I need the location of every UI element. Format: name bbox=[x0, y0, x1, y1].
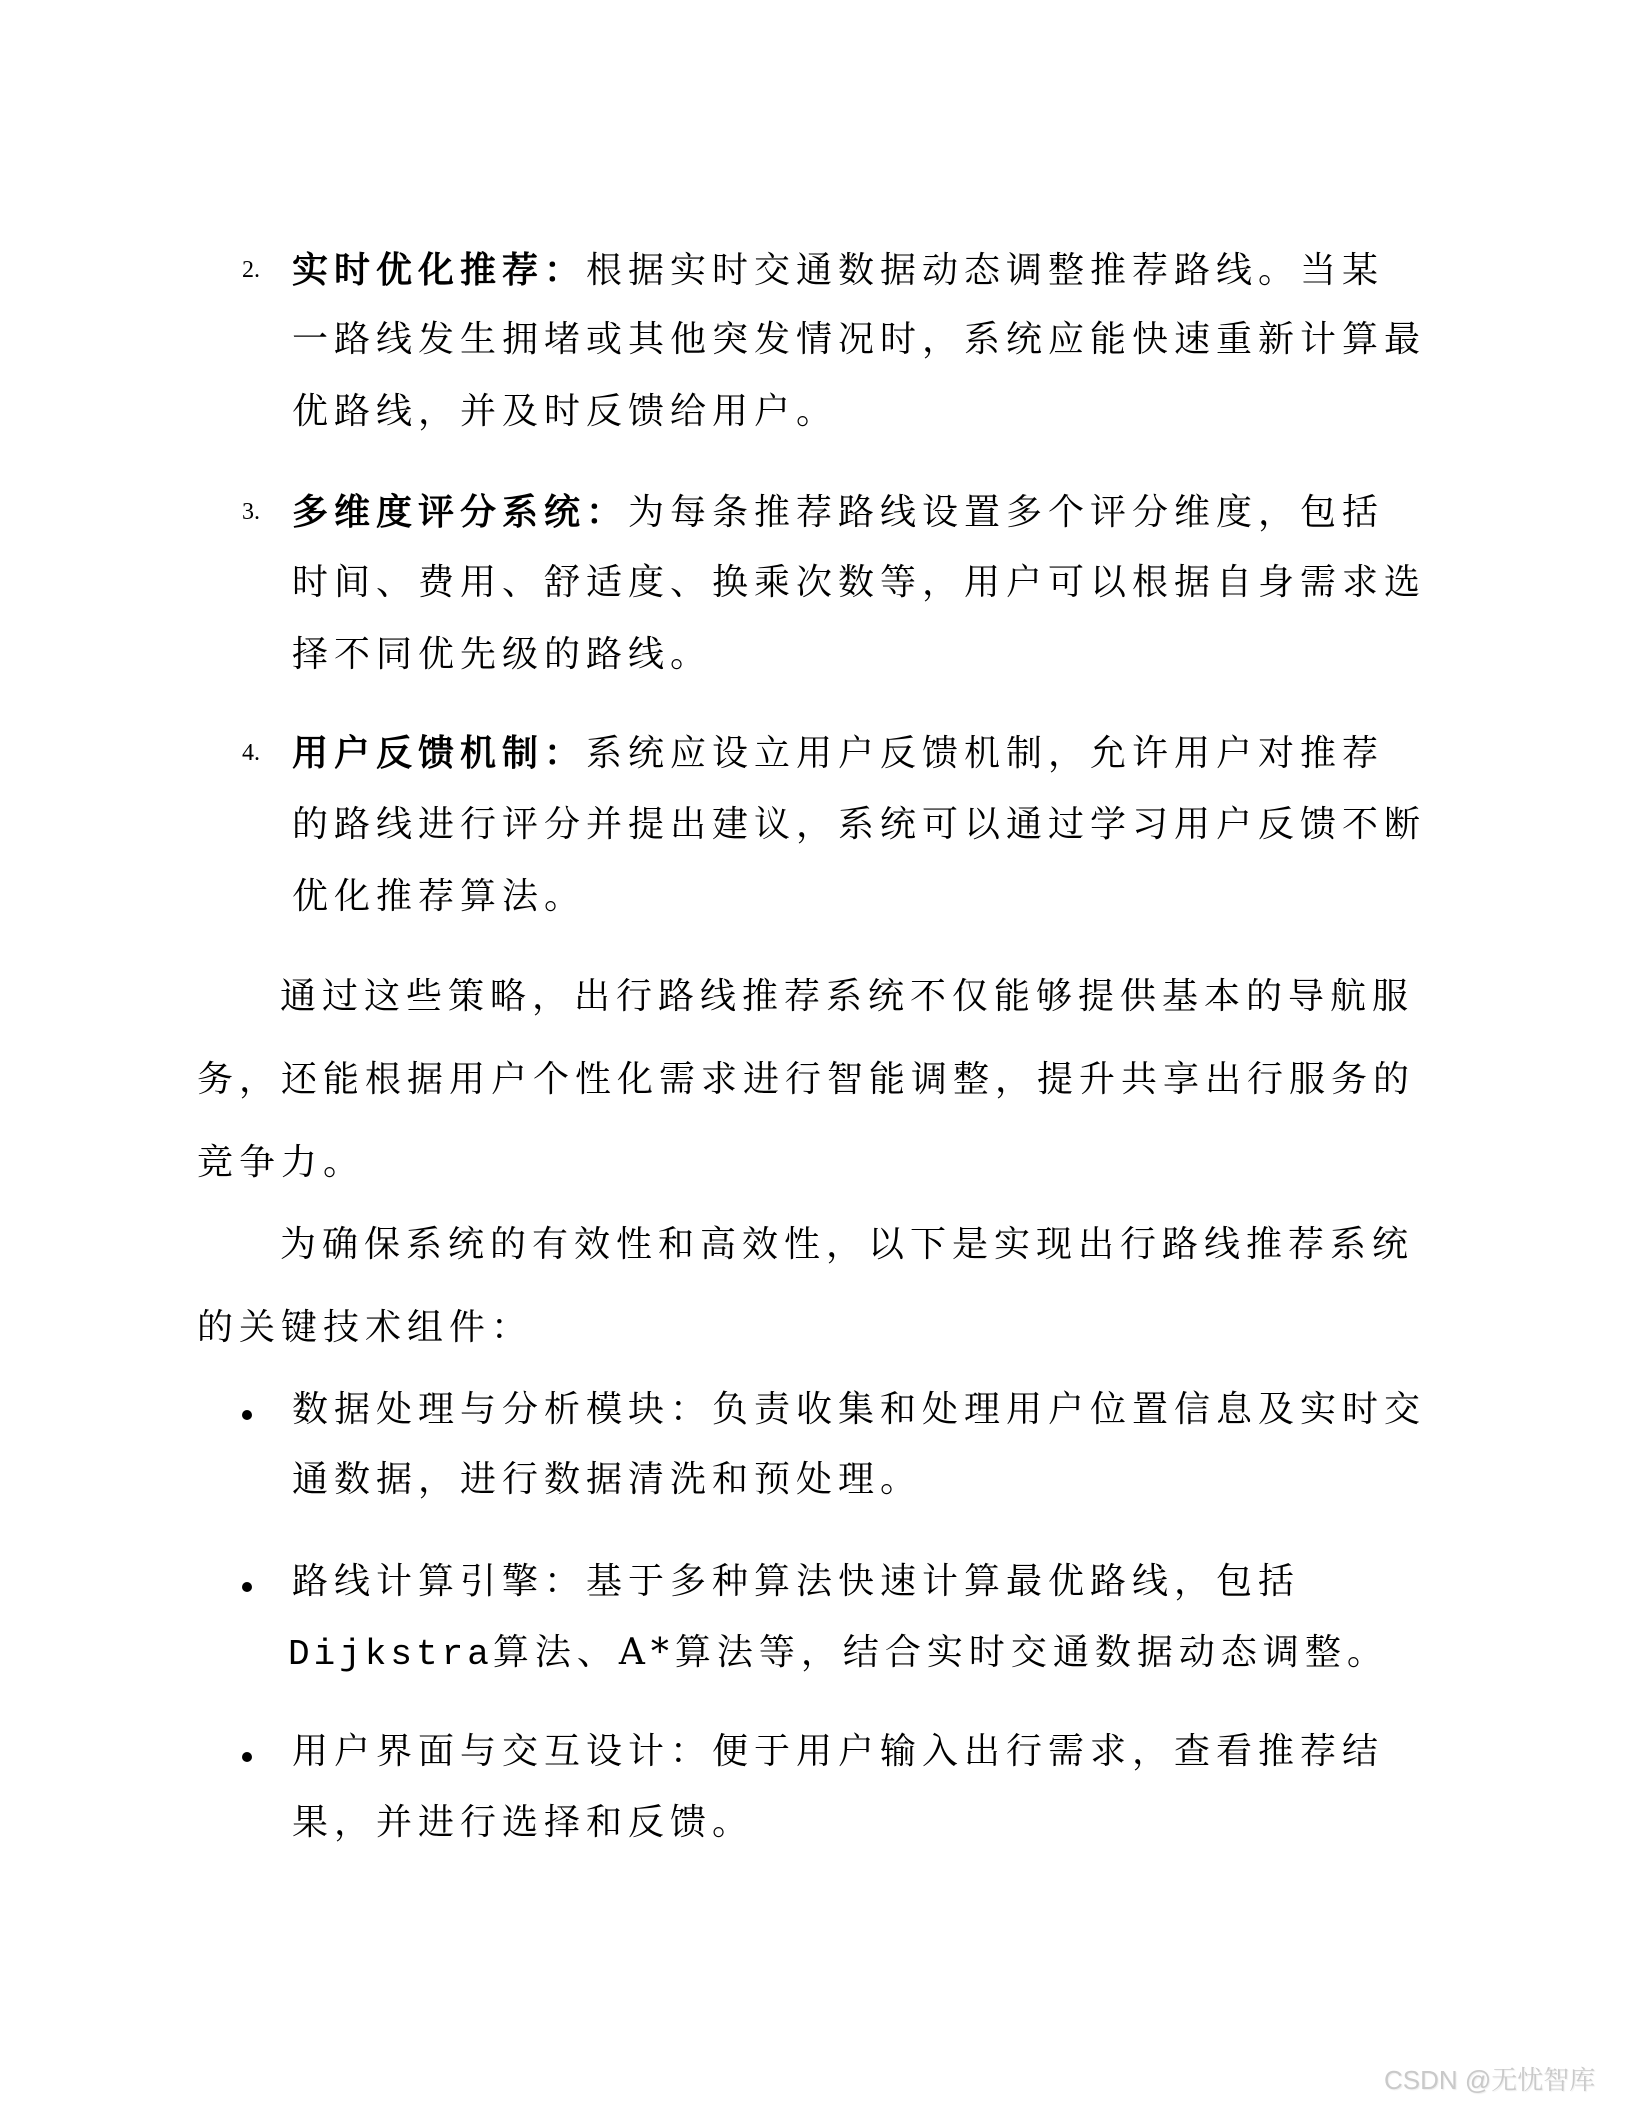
list-item-line bbox=[292, 731, 1384, 775]
list-item-line: 择不同优先级的路线。 bbox=[292, 634, 713, 675]
list-item-text: 为每条推荐路线设置多个评分维度，包括 bbox=[628, 492, 1385, 533]
list-number: 3. bbox=[242, 499, 260, 525]
bullet-item-line: 路线计算引擎：基于多种算法快速计算最优路线，包括 bbox=[292, 1561, 1301, 1602]
list-item-label: 多维度评分系统： bbox=[292, 491, 629, 533]
list-item-text: 系统应设立用户反馈机制，允许用户对推荐 bbox=[586, 733, 1385, 774]
list-item-line: 的路线进行评分并提出建议，系统可以通过学习用户反馈不断 bbox=[292, 804, 1427, 845]
bullet-item-line bbox=[288, 1631, 1389, 1675]
paragraph-line: 务，还能根据用户个性化需求进行智能调整，提升共享出行服务的 bbox=[197, 1059, 1416, 1100]
paragraph-line: 竞争力。 bbox=[197, 1142, 366, 1183]
list-number: 2. bbox=[242, 257, 260, 283]
list-number: 4. bbox=[242, 740, 260, 766]
bullet-dot-icon bbox=[242, 1752, 252, 1762]
list-item-text: 根据实时交通数据动态调整推荐路线。当某 bbox=[586, 250, 1385, 291]
list-item-line bbox=[292, 248, 1384, 292]
list-item-line: 一路线发生拥堵或其他突发情况时，系统应能快速重新计算最 bbox=[292, 319, 1427, 360]
list-item-line: 优化推荐算法。 bbox=[292, 876, 587, 917]
list-item-label: 用户反馈机制： bbox=[292, 732, 587, 774]
paragraph-line: 为确保系统的有效性和高效性，以下是实现出行路线推荐系统 bbox=[280, 1224, 1415, 1265]
bullet-item-line: 数据处理与分析模块：负责收集和处理用户位置信息及实时交 bbox=[292, 1389, 1427, 1430]
paragraph-line: 通过这些策略，出行路线推荐系统不仅能够提供基本的导航服 bbox=[280, 976, 1415, 1017]
list-item-line: 时间、费用、舒适度、换乘次数等，用户可以根据自身需求选 bbox=[292, 562, 1427, 603]
bullet-item-line: 通数据，进行数据清洗和预处理。 bbox=[292, 1459, 923, 1500]
bullet-item-text: 算法、A*算法等，结合实时交通数据动态调整。 bbox=[492, 1632, 1389, 1673]
paragraph-line: 的关键技术组件： bbox=[197, 1307, 534, 1348]
bullet-dot-icon bbox=[242, 1410, 252, 1420]
csdn-watermark: CSDN @无忧智库 bbox=[1384, 2065, 1596, 2095]
bullet-item-line: 果，并进行选择和反馈。 bbox=[292, 1802, 755, 1843]
list-item-line: 优路线，并及时反馈给用户。 bbox=[292, 391, 839, 432]
bullet-dot-icon bbox=[242, 1582, 252, 1592]
latin-term: Dijkstra bbox=[288, 1634, 493, 1675]
list-item-line bbox=[292, 490, 1384, 534]
bullet-item-line: 用户界面与交互设计：便于用户输入出行需求，查看推荐结 bbox=[292, 1731, 1385, 1772]
list-item-label: 实时优化推荐： bbox=[292, 249, 587, 291]
